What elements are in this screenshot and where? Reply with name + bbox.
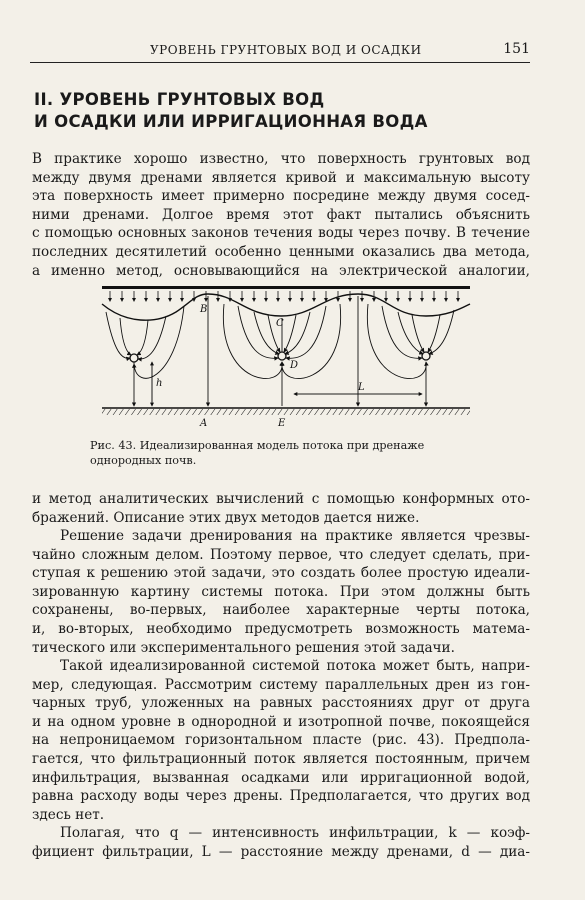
paragraph-4 bbox=[32, 657, 530, 824]
text-line: и на одном уровне в однородной и изотропной почве, покоящейся bbox=[32, 713, 530, 730]
figure-caption bbox=[90, 438, 520, 468]
text-line: Решение задачи дренирования на практике является чрезвы- bbox=[60, 528, 530, 544]
text-line: а именно метод, основывающийся на электрической аналогии, bbox=[32, 262, 530, 279]
section-heading-line-1: II. УРОВЕНЬ ГРУНТОВЫХ ВОД bbox=[34, 90, 325, 109]
ground-surface bbox=[102, 286, 470, 289]
text-line: здесь нет. bbox=[32, 806, 105, 823]
infiltration-arrows bbox=[110, 291, 458, 299]
text-line: эта поверхность имеет примерно посредине между двумя сосед- bbox=[32, 188, 530, 205]
paragraph-2 bbox=[32, 490, 530, 527]
text-line: чарных труб, уложенных на равных расстояниях друг от друга bbox=[32, 695, 530, 712]
section-heading bbox=[34, 89, 514, 133]
text-line: между двумя дренами является кривой и максимальную высоту bbox=[32, 169, 530, 186]
label-a: A bbox=[200, 418, 208, 429]
text-line: и, во-вторых, необходимо предусмотреть возможность матема- bbox=[32, 620, 530, 637]
impermeable-hatching bbox=[102, 409, 470, 415]
text-line: с помощью основных законов течения воды через почву. В течение bbox=[32, 225, 530, 242]
infiltration-arrowheads bbox=[108, 298, 460, 302]
text-line: Полагая, что q — интенсивность инфильтрации, k — коэф- bbox=[60, 825, 530, 841]
drain-right bbox=[422, 352, 430, 360]
water-table-curve bbox=[102, 294, 470, 320]
label-d: D bbox=[290, 360, 299, 371]
figure-43-drainage-model bbox=[96, 282, 476, 432]
text-line: ступая к решению этой задачи, это создать более простую идеали- bbox=[32, 565, 530, 582]
text-line: и метод аналитических вычислений с помощью конформных ото- bbox=[32, 491, 530, 507]
text-line: бражений. Описание этих двух методов дается ниже. bbox=[32, 509, 420, 526]
flow-lines bbox=[106, 304, 454, 379]
text-line: фициент фильтрации, L — расстояние между дренами, d — диа- bbox=[32, 843, 530, 860]
caption-line: однородных почв. bbox=[90, 454, 197, 467]
text-line: инфильтрация, вызванная осадками или ирригационной водой, bbox=[32, 769, 530, 786]
label-c: C bbox=[276, 318, 284, 329]
text-line: гается, что фильтрационный поток является постоянным, причем bbox=[32, 750, 530, 767]
text-line: ними дренами. Долгое время этот факт пытались объяснить bbox=[32, 206, 530, 223]
label-e: E bbox=[278, 418, 286, 429]
text-line: В практике хорошо известно, что поверхность грунтовых вод bbox=[32, 151, 530, 167]
caption-line: Рис. 43. Идеализированная модель потока при дренаже bbox=[90, 439, 425, 452]
drain-middle bbox=[278, 352, 286, 360]
paragraph-1 bbox=[32, 150, 530, 280]
divide-lines bbox=[134, 296, 426, 406]
paragraph-3 bbox=[32, 527, 530, 657]
text-line: тического или экспериментального решения этой задачи. bbox=[32, 639, 455, 656]
text-line: чайно сложным делом. Поэтому первое, что следует сделать, при- bbox=[32, 546, 530, 563]
text-line: на непроницаемом горизонтальном пласте (рис. 43). Предпола- bbox=[32, 732, 530, 749]
text-line: Такой идеализированной системой потока может быть, напри- bbox=[60, 658, 530, 674]
label-l: L bbox=[358, 382, 365, 393]
text-line: зированную картину системы потока. При этом должны быть bbox=[32, 583, 530, 600]
paragraph-5 bbox=[32, 824, 530, 861]
drain-left bbox=[130, 354, 138, 362]
section-heading-line-2: И ОСАДКИ ИЛИ ИРРИГАЦИОННАЯ ВОДА bbox=[34, 112, 428, 131]
header-rule bbox=[30, 62, 530, 63]
text-line: равна расходу воды через дрены. Предполагается, что других вод bbox=[32, 788, 530, 805]
text-line: сохранены, во-первых, наиболее характерные черты потока, bbox=[32, 602, 530, 619]
page-number: 151 bbox=[503, 41, 530, 57]
label-b: B bbox=[200, 304, 208, 315]
text-line: мер, следующая. Рассмотрим систему параллельных дрен из гон- bbox=[32, 676, 530, 693]
text-line: последних десятилетий особенно ценными оказались два метода, bbox=[32, 243, 530, 260]
label-h: h bbox=[156, 378, 163, 389]
running-head bbox=[30, 40, 530, 60]
running-title: УРОВЕНЬ ГРУНТОВЫХ ВОД И ОСАДКИ bbox=[150, 43, 422, 57]
